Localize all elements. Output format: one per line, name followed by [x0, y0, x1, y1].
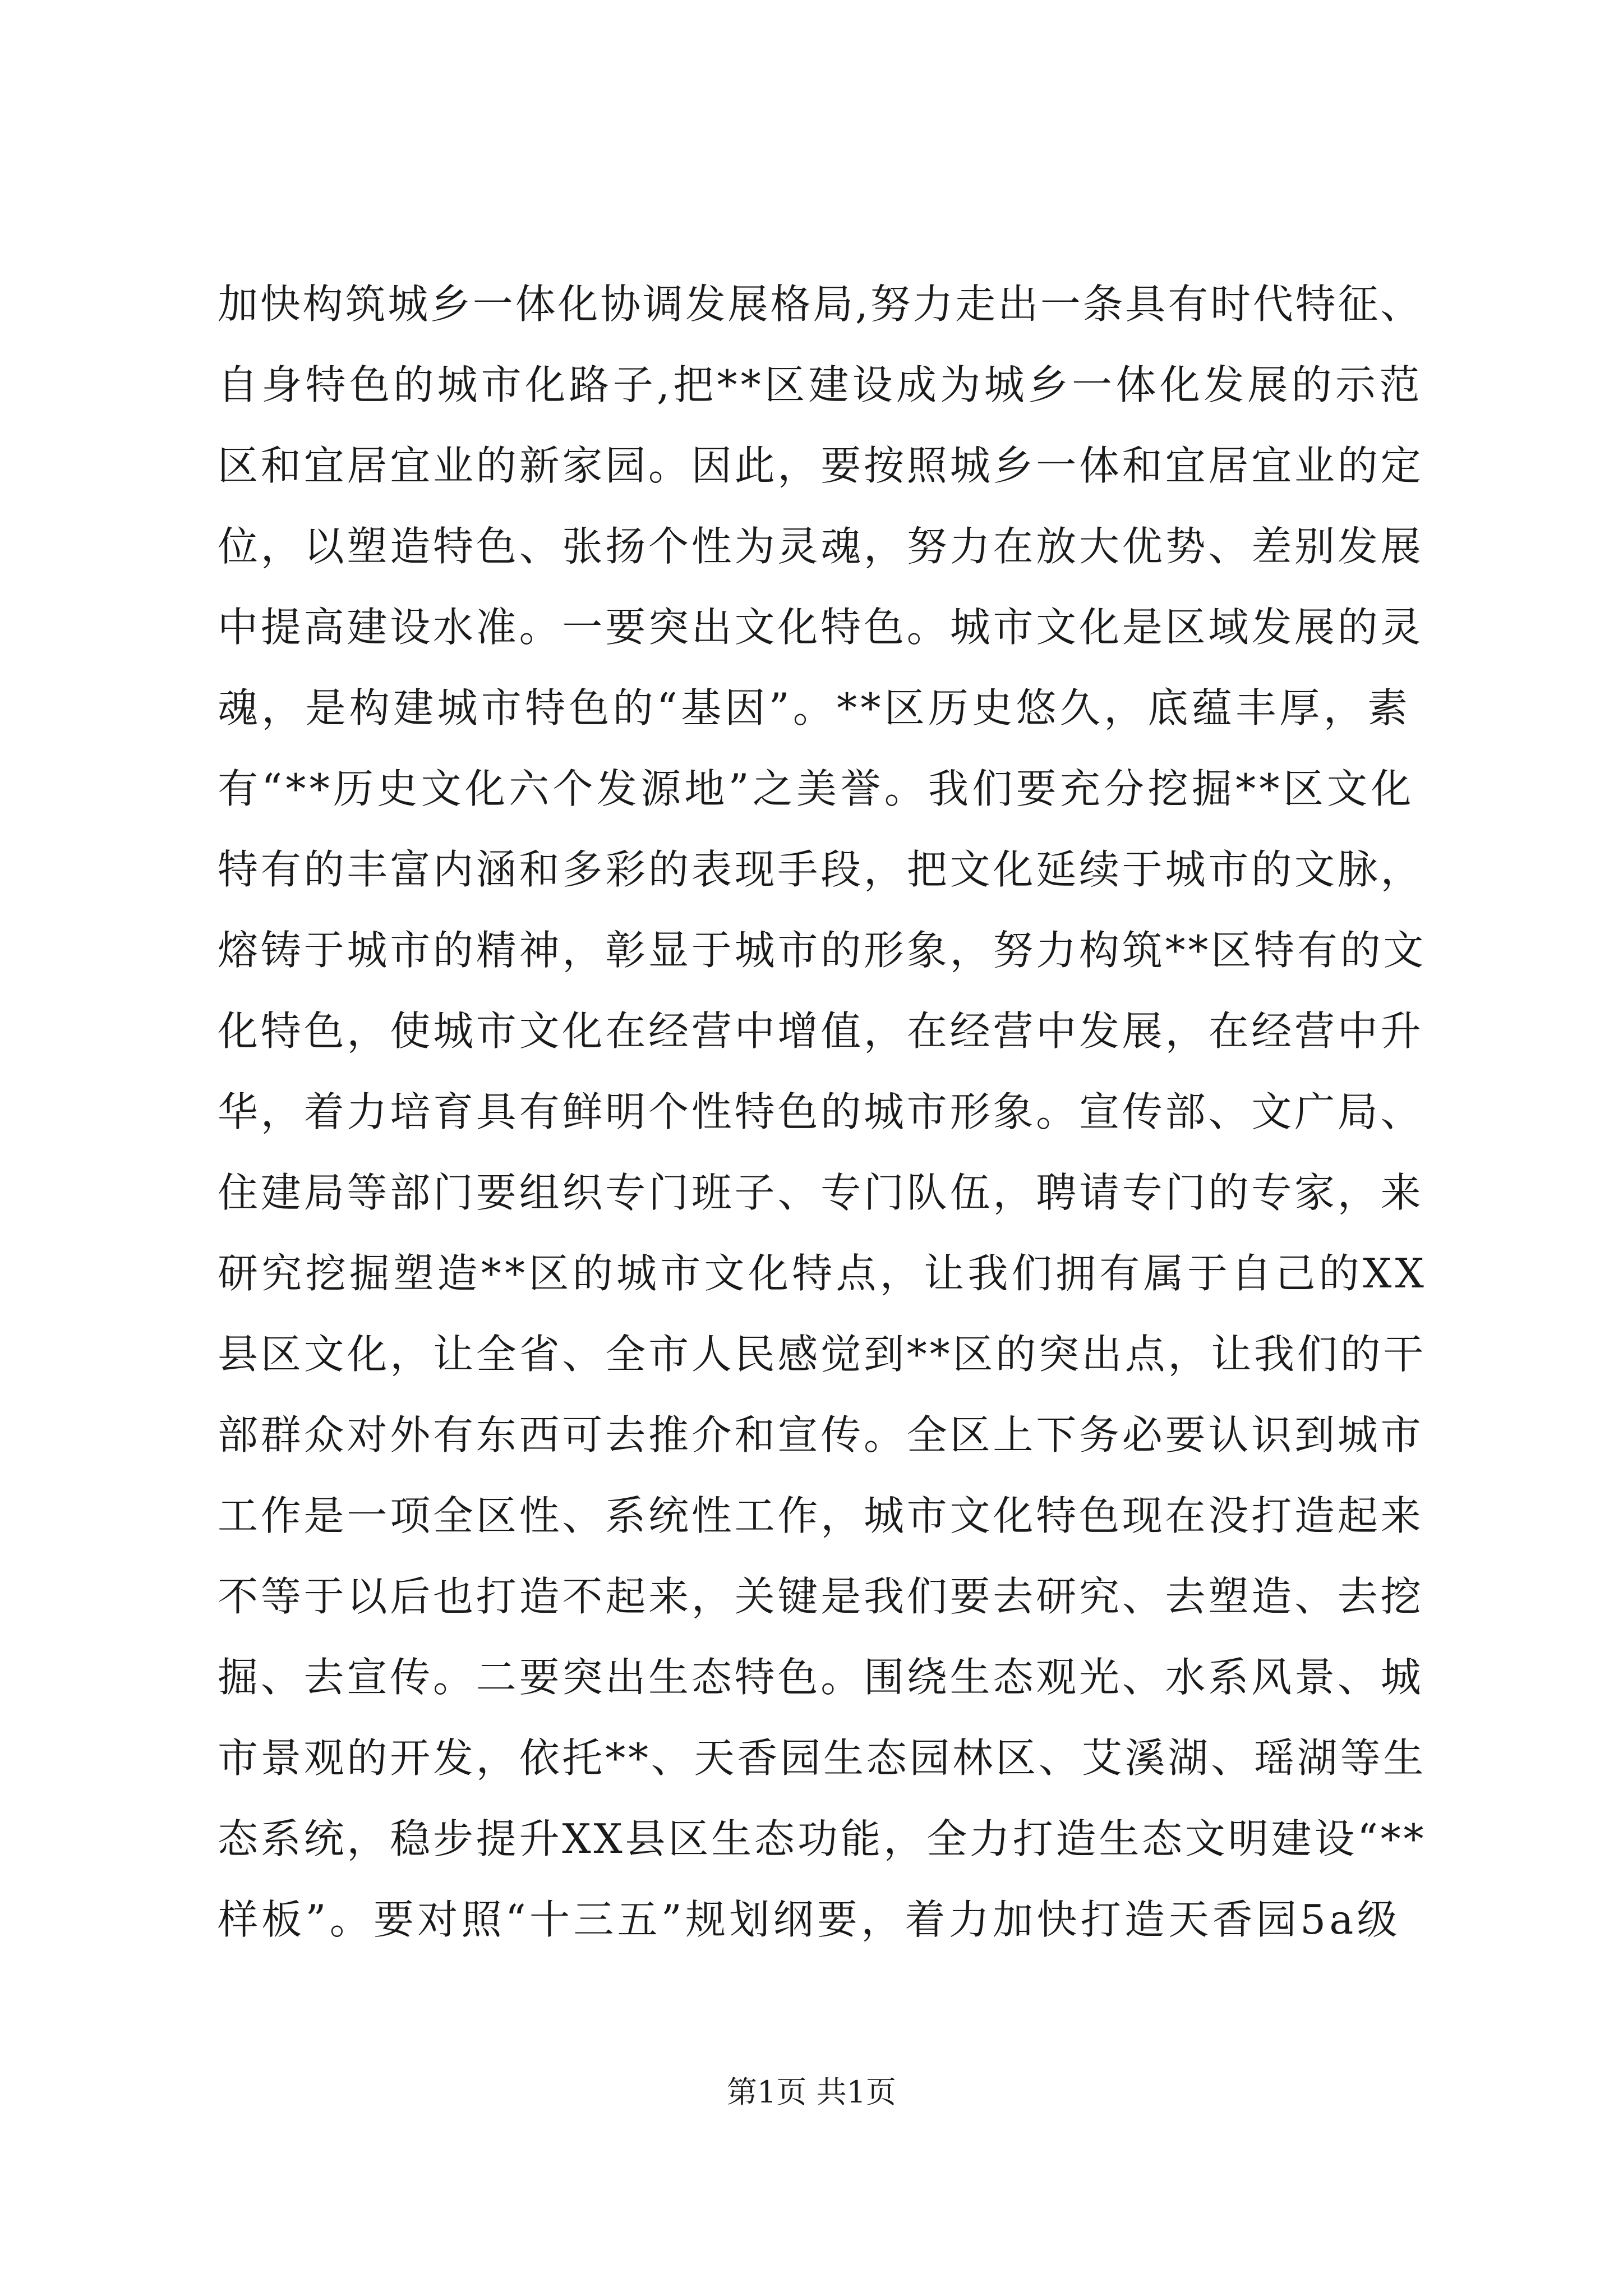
page-number-footer: 第1页 共1页 — [727, 2074, 896, 2110]
text-line-4: 位，以塑造特色、张扬个性为灵魂，努力在放大优势、差别发展 — [218, 523, 1424, 570]
text-line-8: 特有的丰富内涵和多彩的表现手段，把文化延续于城市的文脉， — [218, 846, 1424, 893]
text-line-13: 研究挖掘塑造**区的城市文化特点，让我们拥有属于自己的XX — [218, 1250, 1428, 1297]
text-line-12: 住建局等部门要组织专门班子、专门队伍，聘请专门的专家，来 — [218, 1169, 1424, 1216]
text-line-5: 中提高建设水准。一要突出文化特色。城市文化是区域发展的灵 — [218, 604, 1424, 651]
text-line-2: 自身特色的城市化路子,把**区建设成为城乡一体化发展的示范 — [218, 361, 1423, 408]
text-line-21: 样板”。要对照“十三五”规划纲要，着力加快打造天香园5a级 — [218, 1896, 1401, 1943]
text-line-7: 有“**历史文化六个发源地”之美誉。我们要充分挖掘**区文化 — [218, 765, 1415, 812]
text-line-11: 华，着力培育具有鲜明个性特色的城市形象。宣传部、文广局、 — [218, 1088, 1424, 1135]
text-line-16: 工作是一项全区性、系统性工作，城市文化特色现在没打造起来 — [218, 1492, 1424, 1539]
text-line-20: 态系统，稳步提升XX县区生态功能，全力打造生态文明建设“** — [218, 1815, 1427, 1862]
text-line-9: 熔铸于城市的精神，彰显于城市的形象，努力构筑**区特有的文 — [218, 927, 1427, 974]
text-line-3: 区和宜居宜业的新家园。因此，要按照城乡一体和宜居宜业的定 — [218, 442, 1424, 489]
text-line-19: 市景观的开发，依托**、天香园生态园林区、艾溪湖、瑶湖等生 — [218, 1734, 1427, 1782]
text-line-14: 县区文化，让全省、全市人民感觉到**区的突出点，让我们的干 — [218, 1331, 1427, 1378]
text-line-6: 魂，是构建城市特色的“基因”。**区历史悠久，底蕴丰厚，素 — [218, 684, 1412, 731]
text-line-15: 部群众对外有东西可去推介和宣传。全区上下务必要认识到城市 — [218, 1411, 1424, 1458]
text-line-17: 不等于以后也打造不起来，关键是我们要去研究、去塑造、去挖 — [218, 1573, 1424, 1620]
body-text — [218, 264, 1429, 1960]
text-line-18: 掘、去宣传。二要突出生态特色。围绕生态观光、水系风景、城 — [218, 1654, 1424, 1701]
text-line-10: 化特色，使城市文化在经营中增值，在经营中发展，在经营中升 — [218, 1007, 1424, 1055]
text-line-1: 加快构筑城乡一体化协调发展格局,努力走出一条具有时代特征、 — [218, 280, 1423, 328]
